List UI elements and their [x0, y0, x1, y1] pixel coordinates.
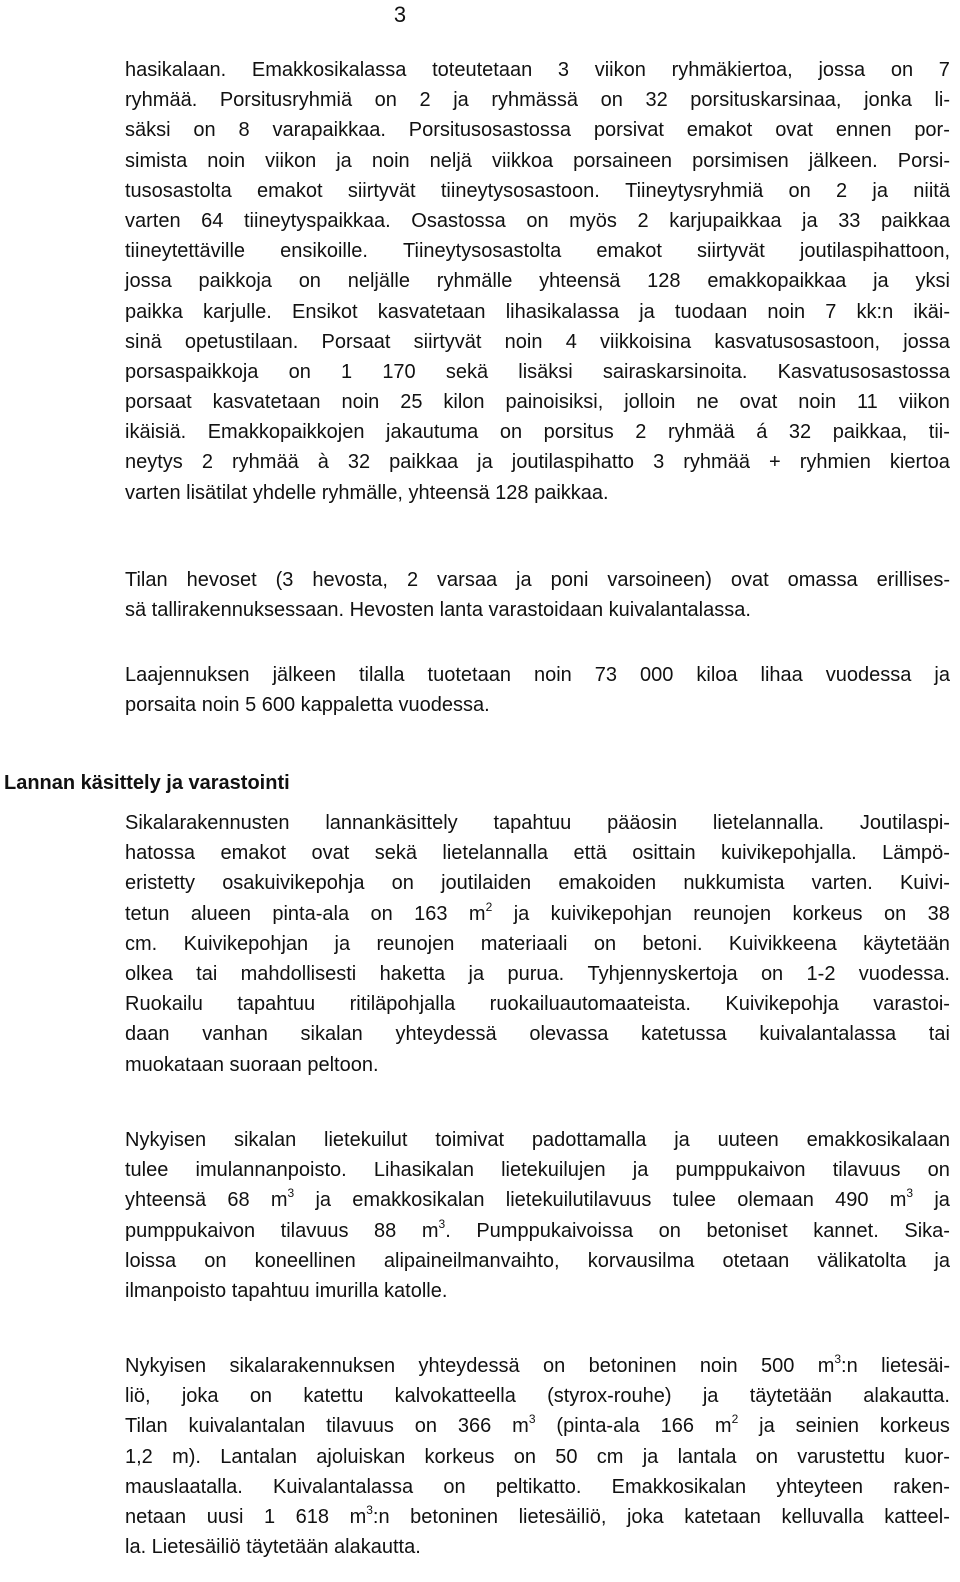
superscript: 3 — [438, 1216, 446, 1231]
superscript: 3 — [906, 1186, 914, 1201]
text-line: ryhmää. Porsitusryhmiä on 2 ja ryhmässä on 32 porsituskarsinaa, jonka li- — [125, 89, 950, 112]
text-line: tulee imulannanpoisto. Lihasikalan lietekuilujen ja pumppukaivon tilavuus on — [125, 1159, 950, 1182]
text-line: Tilan kuivalantalan tilavuus on 366 $m^3$ (pinta-ala 166 $m^2$ ja seinien korkeus — [125, 1412, 950, 1438]
paragraph-1 — [125, 55, 950, 508]
text-line: Ruokailu tapahtuu ritiläpohjalla ruokailuautomaateista. Kuivikepohja varastoi- — [125, 993, 950, 1016]
page-number: 3 — [393, 2, 407, 27]
text-line: tetun alueen pinta-ala on 163 $m^2$ ja kuivikepohjan reunojen korkeus on 38 — [125, 899, 950, 925]
superscript: 3 — [366, 1502, 373, 1517]
superscript: 3 — [834, 1352, 842, 1366]
text-line: varten 64 tiineytyspaikkaa. Osastossa on myös 2 karjupaikkaa ja 33 paikkaa — [125, 209, 950, 232]
text-line: Nykyisen sikalan lietekuilut toimivat padottamalla ja uuteen emakkosikalaan — [125, 1129, 950, 1151]
text-line: hasikalaan. Emakkosikalassa toteutetaan 3 viikon ryhmäkiertoa, jossa on 7 — [125, 59, 950, 81]
text-line: loissa on koneellinen alipaineilmanvaihto, korvausilma otetaan välikatolta ja — [125, 1249, 950, 1272]
text-line: tusosastolta emakot siirtyvät tiineytysosastoon. Tiineytysryhmiä on 2 ja niitä — [125, 179, 950, 202]
text-line: porsaspaikkoja on 1 170 sekä lisäksi sairaskarsinoita. Kasvatusosastossa — [125, 360, 950, 383]
superscript: 2 — [485, 899, 493, 914]
text-line: daan vanhan sikalan yhteydessä olevassa katetussa kuivalantalassa tai — [125, 1023, 950, 1046]
text-line: liö, joka on katettu kalvokatteella (styrox-rouhe) ja täytetään alakautta. — [125, 1385, 950, 1408]
text-line: tiineytettäville ensikoille. Tiineytysosastolta emakot siirtyvät joutilaspihattoon, — [125, 240, 950, 263]
text-line: netaan uusi 1 618 $m^3:n$ betoninen lietesäiliö, joka katetaan kelluvalla katteel- — [125, 1502, 950, 1528]
text-line: sä tallirakennuksessaan. Hevosten lanta varastoidaan kuivalantalassa. — [125, 599, 751, 622]
text-line: ilmanpoisto tapahtuu imurilla katolle. — [125, 1279, 448, 1302]
text-line: sinä opetustilaan. Porsaat siirtyvät noin 4 viikkoisina kasvatusosastoon, jossa — [125, 330, 950, 353]
text-line: eristetty osakuivikepohja on joutilaiden emakoiden nukkumista varten. Kuivi- — [125, 872, 950, 895]
paragraph-6 — [125, 1351, 950, 1562]
text-line: ikäisiä. Emakkopaikkojen jakautuma on porsitus 2 ryhmää á 32 paikkaa, tii- — [125, 421, 950, 444]
text-line: neytys 2 ryhmää à 32 paikkaa ja joutilaspihatto 3 ryhmää + ryhmien kiertoa — [125, 451, 950, 474]
text-line: olkea tai mahdollisesti haketta ja purua. Tyhjennyskertoja on 1-2 vuodessa. — [125, 962, 950, 985]
text-line: cm. Kuivikepohjan ja reunojen materiaali on betoni. Kuivikkeena käytetään — [125, 932, 950, 955]
text-line: muokataan suoraan peltoon. — [125, 1053, 379, 1076]
paragraph-5 — [125, 1125, 950, 1306]
superscript: 2 — [731, 1412, 739, 1427]
superscript: 3 — [528, 1412, 536, 1427]
text-line: jossa paikkoja on neljälle ryhmälle yhteensä 128 emakkopaikkaa ja yksi — [125, 270, 950, 293]
text-line: Nykyisen sikalarakennuksen yhteydessä on betoninen noin 500 $m^3:n$ lietesäi- — [125, 1352, 950, 1377]
superscript: 3 — [287, 1186, 295, 1201]
text-line: säksi on 8 varapaikkaa. Porsitusosastossa porsivat emakot ovat ennen por- — [125, 119, 950, 142]
text-line: la. Lietesäiliö täytetään alakautta. — [125, 1536, 421, 1559]
text-line: yhteensä 68 $m^3$ ja emakkosikalan lietekuilutilavuus tulee olemaan 490 $m^3$ ja — [125, 1186, 950, 1212]
section-heading: Lannan käsittely ja varastointi — [4, 772, 290, 794]
text-line: hatossa emakot ovat sekä lietelannalla että osittain kuivikepohjalla. Lämpö- — [125, 842, 950, 865]
paragraph-3 — [125, 660, 950, 720]
text-line: mauslaatalla. Kuivalantalassa on peltikatto. Emakkosikalan yhteyteen raken- — [125, 1475, 950, 1498]
text-line: Laajennuksen jälkeen tilalla tuotetaan noin 73 000 kiloa lihaa vuodessa ja — [125, 664, 950, 686]
text-line: simista noin viikon ja noin neljä viikkoa porsaineen porsimisen jälkeen. Porsi- — [125, 149, 950, 172]
text-line: Tilan hevoset (3 hevosta, 2 varsaa ja poni varsoineen) ovat omassa erillises- — [125, 569, 950, 591]
text-line: porsaita noin 5 600 kappaletta vuodessa. — [125, 694, 490, 717]
text-line: Sikalarakennusten lannankäsittely tapahtuu pääosin lietelannalla. Joutilaspi- — [125, 812, 950, 834]
text-line: paikka karjulle. Ensikot kasvatetaan lihasikalassa ja tuodaan noin 7 kk:n ikäi- — [125, 300, 950, 323]
text-line: varten lisätilat yhdelle ryhmälle, yhteensä 128 paikkaa. — [125, 481, 609, 504]
paragraph-2 — [125, 565, 950, 625]
text-line: porsaat kasvatetaan noin 25 kilon painoisiksi, jolloin ne ovat noin 11 viikon — [125, 391, 950, 414]
text-line: pumppukaivon tilavuus 88 $m^3$. Pumppukaivoissa on betoniset kannet. Sika- — [125, 1216, 950, 1242]
paragraph-4 — [125, 808, 950, 1080]
text-line: 1,2 m). Lantalan ajoluiskan korkeus on 50 cm ja lantala on varustettu kuor- — [125, 1445, 950, 1468]
